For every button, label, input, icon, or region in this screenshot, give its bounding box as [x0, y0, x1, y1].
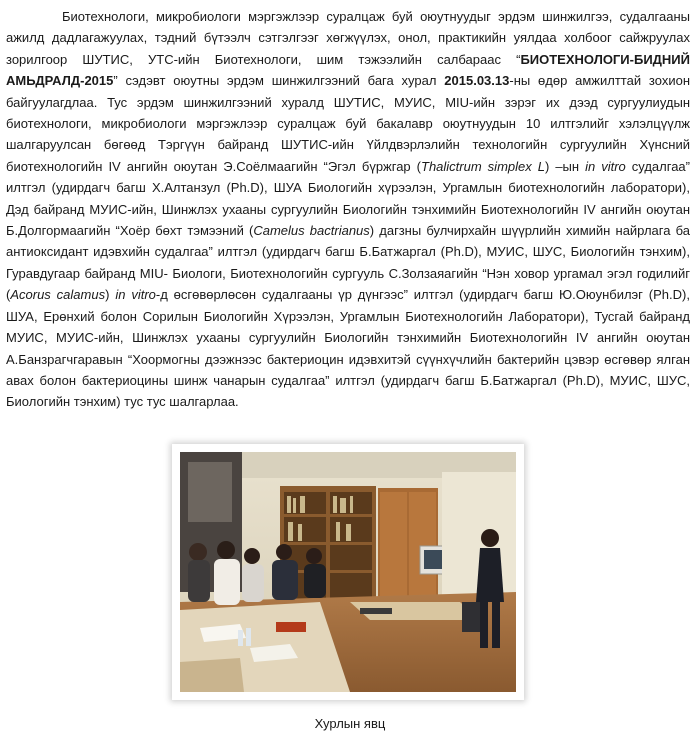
article-paragraph [6, 6, 690, 413]
text-run: -д өсгөвөрлөсөн судалгааны үр дүнгээс” илтгэл (удирдагч багш Ю.Оюунбилэг (Ph.D), ШУА, Ерөнхий болон Сорилын Биологийн Хүрээлэн, Ургамлын Биотехнологийн Лаборатори), Тусгай байранд МУИС, МУИС-ийн, Шинжлэх ухааны сургуулийн Биологийн тэнхимийн Биотехнологийн IV ангийн оюутан А.Банзрагчгаравын “Хоормогны дээжнээс бактериоцин идэвхитэй сүүнхүчлийн бактерийн цэвэр өсгөвөр ялган авах болон бактериоцины шинж чанарын судалгаа” илтгэл (удирдагч багш Б.Батжаргал (Ph.D), МУИС, ШУС, Биологийн тэнхим) тус тус шалгарлаа. [6, 287, 690, 410]
species-name: Thalictrum simplex L [421, 158, 545, 174]
latin-term: in vitro [585, 158, 626, 174]
text-run: ) дагзны булчирхайн шүүрлийн химийн найрлага ба антиоксидант идэвхийн судалгаа” илтгэл (удирдагч багш Б.Батжаргал (Ph.D), МУИС, ШУС, Биологийн тэнхим), Гуравдугаар байранд MIU- Биологи, Биотехнологийн сургууль С.Золзаяагийн “Нэн ховор ургамал эгэл годилийг ( [6, 223, 691, 303]
text-run: ) [105, 287, 116, 303]
species-name: Camelus bactrianus [253, 223, 370, 239]
conference-photo-image [180, 452, 516, 692]
latin-term: in vitro [115, 287, 156, 303]
text-run: ” сэдэвт оюутны эрдэм шинжилгээний бага хурал [113, 73, 445, 89]
text-run: Биотехнологи, микробиологи мэргэжлээр суралцаж буй оюутнуудыг эрдэм шинжилгээ, судалгааны ажилд дадлагажуулах, тэдний бүтээлч сэтгэлгээг хөгжүүлэх, онол, практикийн уялдаа холбоог сайжруулах зорилгоор ШУТИС, УТС-ийн Биотехнологи, шим тэжээлийн салбараас “ [6, 9, 690, 67]
article-body [6, 6, 690, 413]
conference-photo [172, 444, 524, 700]
text-run: ) –ын [544, 158, 586, 174]
text-run: -ны өдөр амжилттай зохион байгуулагдлаа. Тус эрдэм шинжилгээний хуралд ШУТИС, МУИС, MIU-ийн зэрэг их дээд сургуулиудын биотехнологи, микробиологи мэргэжлээр суралцаж буй бакалавр оюутнуудын 10 илтгэлийг хэлэлцүүлж шалгаруулсан бөгөөд Тэргүүн байранд ШУТИС-ийн Үйлдвэрлэлийн технологийн сургуулийн Хүнсний биотехнологийн IV ангийн оюутан Э.Соёлмаагийн “Эгэл бүржгар ( [6, 73, 691, 174]
conference-title: БИОТЕХНОЛОГИ-БИДНИЙ АМЬДРАЛД-2015 [6, 51, 690, 89]
species-name: Acorus calamus [10, 287, 106, 303]
conference-date: 2015.03.13 [444, 73, 510, 89]
text-run: судалгаа” илтгэл (удирдагч багш Х.Алтанзул (Ph.D), ШУА Биологийн хүрээлэн, Ургамлын биотехнологийн лаборатори), Дэд байранд МУИС-ийн, Шинжлэх ухааны сургуулийн Биологийн тэнхимийн Биотехнологийн IV ангийн оюутан Б.Долгормаагийн “Хоёр бөхт тэмээний ( [6, 158, 690, 239]
photo-caption: Хурлын явц [314, 716, 386, 731]
